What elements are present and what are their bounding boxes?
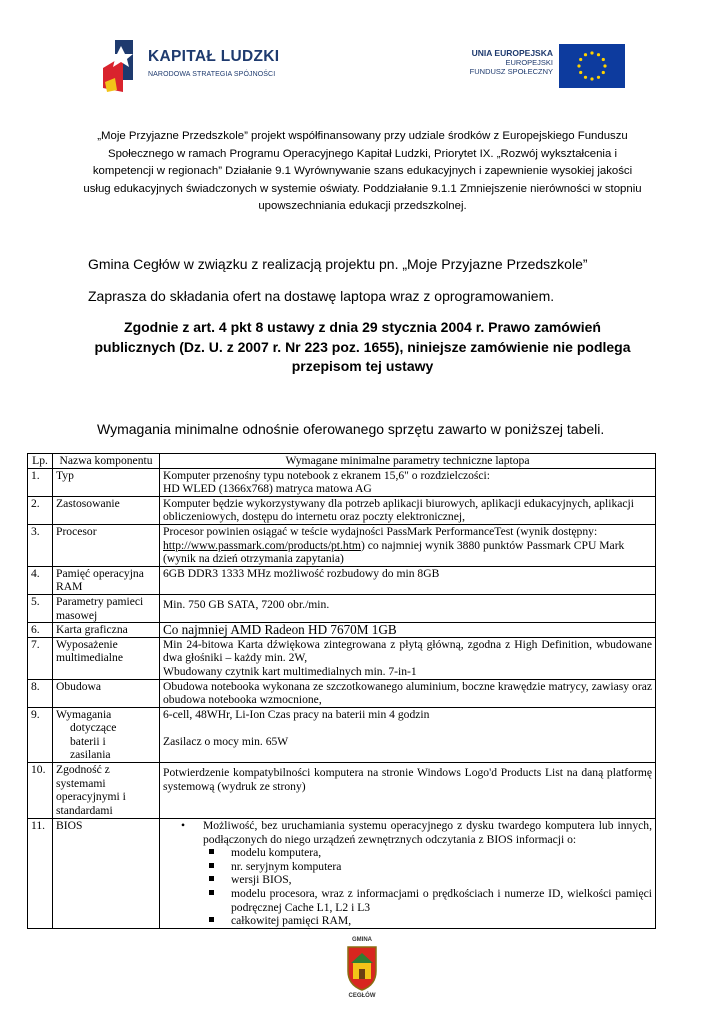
bios-sub-text: modelu komputera, [231,846,322,860]
table-row [28,763,656,819]
row-desc-part: ) co najmniej wynik 3880 punktów Passmark CPU Mark (wynik na dzień otrzymania zapytania) [163,538,625,566]
bios-sub-list [203,846,652,928]
row-desc [160,819,656,929]
row-name: Parametry pamieci masowej [53,594,160,622]
header-parameters: Wymagane minimalne parametry techniczne laptopa [160,454,656,469]
table-row [28,637,656,679]
row-name-line: zasilania [70,748,111,762]
row-name-line: dotyczące [70,721,117,735]
legal-notice: Zgodnie z art. 4 pkt 8 ustawy z dnia 29 stycznia 2004 r. Prawo zamówień publicznych (Dz. U. z 2007 r. Nr 223 poz. 1655), niniejsze zamówienie nie podlega przepisom tej ustawy [94,319,631,374]
header-component: Nazwa komponentu [53,454,160,469]
square-bullet-icon [209,849,214,854]
passmark-link[interactable]: http://www.passmark.com/products/pt.htm [163,538,361,552]
crest-bottom-text: CEGŁÓW [348,993,376,999]
bullet-icon: • [181,819,186,833]
eu-logo [463,44,625,90]
kapital-ludzki-emblem-icon [101,38,141,94]
eu-logo-text [470,49,553,76]
row-name: Zgodność z systemami operacyjnymi i standardami [53,763,160,819]
bios-bullet-text: Możliwość, bez uruchamiania systemu operacyjnego z dysku twardego komputera lub innych, podłączonych do niego urządzeń zewnętrznych odczytania z BIOS informacji o: [203,819,652,846]
table-row [28,594,656,622]
kapital-ludzki-logo [101,38,281,94]
requirements-title: Wymagania minimalne odnośnie oferowanego sprzętu zawarto w poniższej tabeli. [97,421,605,437]
square-bullet-icon [209,917,214,922]
list-item [231,846,652,860]
list-item [231,873,652,887]
project-intro: „Moje Przyjazne Przedszkole” projekt współfinansowany przy udziale środków z Europejskiego Funduszu Społecznego w ramach Programu Operacyjnego Kapitał Ludzki, Priorytet IX. „Rozwój wykształcenia i kompetencji w regionach” Działanie 9.1 Wyrównywanie szans edukacyjnych i zapewnienie wysokiej jakości usług edukacyjnych świadczonych w systemie oświaty. Poddziałanie 9.1.1 Zmniejszenie nierówności w stopniu upowszechniania edukacji przedszkolnej. [83,130,642,213]
row-name: Wyposażenie multimedialne [53,637,160,679]
row-lp: 2. [28,496,53,524]
square-bullet-icon [209,876,214,881]
eu-logo-line3: FUNDUSZ SPOŁECZNY [469,67,553,76]
row-desc-line: HD WLED (1366x768) matryca matowa AG [163,482,372,496]
row-desc: 6GB DDR3 1333 MHz możliwość rozbudowy do min 8GB [160,566,656,594]
row-name: Typ [53,468,160,496]
row-desc-line: Min 24-bitowa Karta dźwiękowa zintegrowana z płytą główną, zgodna z High Definition, wbudowane dwa głośniki – każdy min. 2W, [163,637,652,665]
square-bullet-icon [209,890,214,895]
row-lp: 6. [28,623,53,638]
row-lp: 3. [28,524,53,566]
row-desc-line: Wbudowany czytnik kart multimedialnych min. 7-in-1 [163,664,417,678]
row-desc [160,468,656,496]
list-item [231,887,652,914]
table-row [28,679,656,707]
row-name-line: Wymagania [56,707,112,721]
row-name: Obudowa [53,679,160,707]
invitation-line: Zaprasza do składania ofert na dostawę laptopa wraz z oprogramowaniem. [88,288,555,304]
row-lp: 1. [28,468,53,496]
crest-shield-icon [346,945,378,991]
bios-sub-text: całkowitej pamięci RAM, [231,914,352,928]
list-item [231,860,652,874]
list-item [181,819,652,928]
municipality-line: Gmina Cegłów w związku z realizacją projektu pn. „Moje Przyjazne Przedszkole” [88,256,588,272]
row-desc: Co najmniej AMD Radeon HD 7670M 1GB [160,623,656,638]
row-name: BIOS [53,819,160,929]
header-lp: Lp. [28,454,53,469]
row-desc-line: Komputer przenośny typu notebook z ekranem 15,6" o rozdzielczości: [163,468,491,482]
eu-flag-icon [559,44,625,88]
row-lp: 4. [28,566,53,594]
row-desc [160,707,656,762]
row-desc-part: Procesor powinien osiągać w teście wydajności PassMark PerformanceTest (wynik dostępny: [163,524,598,538]
table-row [28,707,656,762]
row-desc: Obudowa notebooka wykonana ze szczotkowanego aluminium, boczne krawędzie matrycy, zawiasy oraz obudowa notebooka wzmocnione, [160,679,656,707]
bios-sub-text: nr. seryjnym komputera [231,859,342,873]
row-desc-line: Zasilacz o mocy min. 65W [163,734,289,748]
kapital-ludzki-title: KAPITAŁ LUDZKI [148,48,280,65]
row-desc-line: 6-cell, 48WHr, Li-Ion Czas pracy na baterii min 4 godzin [163,707,430,721]
table-row [28,496,656,524]
row-name-line: baterii i [70,734,106,748]
table-row [28,623,656,638]
eu-logo-line1: UNIA EUROPEJSKA [471,48,553,58]
row-lp: 9. [28,707,53,762]
row-name [53,707,160,762]
row-name: Pamięć operacyjna RAM [53,566,160,594]
eu-logo-line2: EUROPEJSKI [505,58,553,67]
row-name: Procesor [53,524,160,566]
row-name: Karta graficzna [53,623,160,638]
row-desc: Komputer będzie wykorzystywany dla potrzeb aplikacji biurowych, aplikacji edukacyjnych, aplikacji obliczeniowych, dostępu do internetu oraz poczty elektronicznej, [160,496,656,524]
table-row [28,819,656,929]
list-item [231,914,652,928]
table-row [28,524,656,566]
row-lp: 7. [28,637,53,679]
row-name: Zastosowanie [53,496,160,524]
row-lp: 11. [28,819,53,929]
row-desc: Min. 750 GB SATA, 7200 obr./min. [160,594,656,622]
row-lp: 5. [28,594,53,622]
row-desc [160,524,656,566]
row-lp: 10. [28,763,53,819]
row-desc: Potwierdzenie kompatybilności komputera na stronie Windows Logo'd Products List na daną platformę systemową (wydruk ze strony) [160,763,656,819]
table-row [28,468,656,496]
table-row [28,566,656,594]
bios-list [163,819,652,928]
kapital-ludzki-subtitle: NARODOWA STRATEGIA SPÓJNOŚCI [148,71,276,78]
bios-sub-text: wersji BIOS, [231,873,292,887]
square-bullet-icon [209,863,214,868]
row-lp: 8. [28,679,53,707]
table-header-row [28,454,656,469]
bios-sub-text: modelu procesora, wraz z informacjami o prędkościach i numerze ID, wielkości pamięci podręcznej Cache L1, L2 i L3 [231,887,652,914]
spec-table [27,453,656,929]
row-desc [160,637,656,679]
gmina-ceglow-crest [340,937,384,1005]
crest-top-text: GMINA [352,937,372,943]
